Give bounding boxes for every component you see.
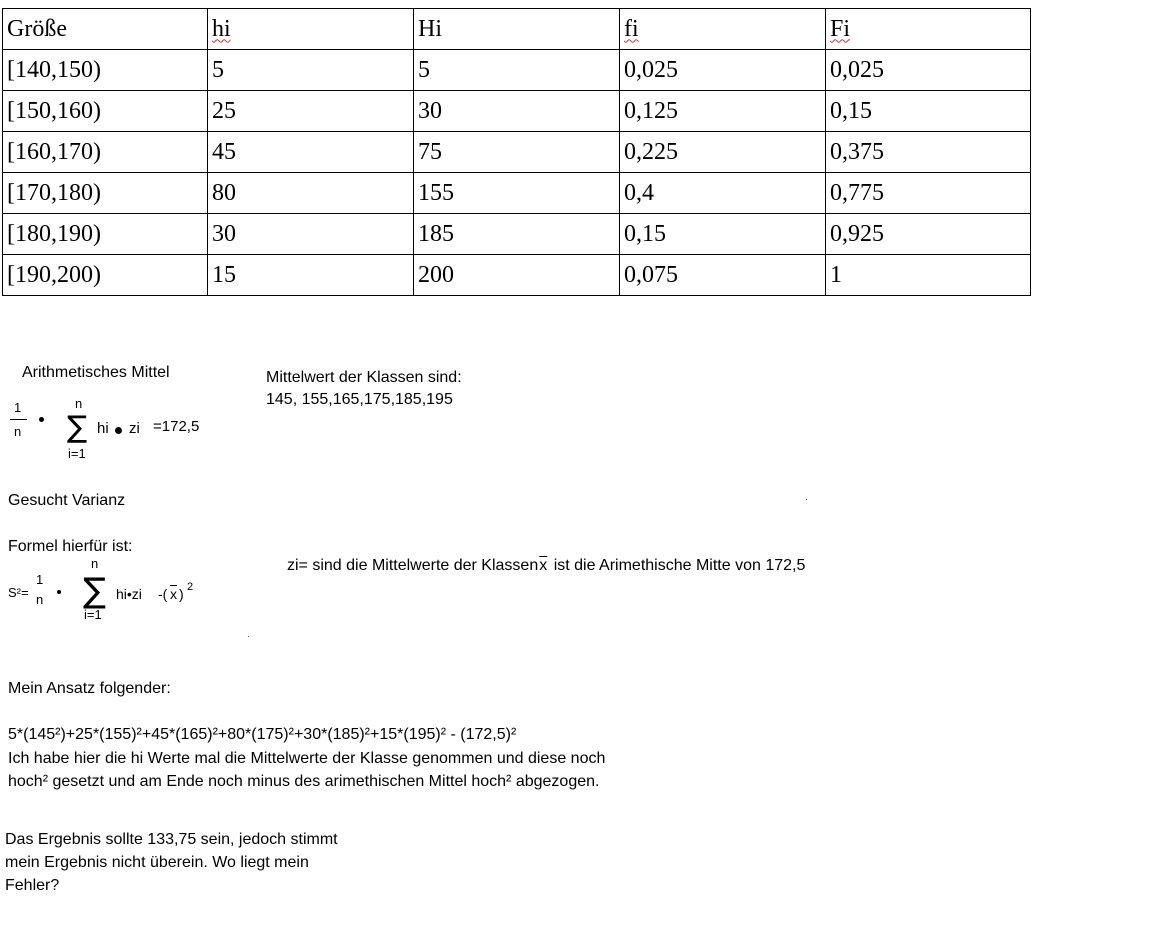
table-cell: 25: [208, 91, 414, 132]
multiply-dot: [115, 427, 122, 434]
table-header-row: [3, 9, 1031, 50]
table-cell: [180,190): [3, 214, 208, 255]
table-cell: 5: [414, 50, 620, 91]
mean-title: Arithmetisches Mittel: [22, 364, 170, 381]
table-cell: [170,180): [3, 173, 208, 214]
zi-note-part2: ist die Arimethische Mitte von 172,5: [553, 557, 806, 574]
table-row: [3, 214, 1031, 255]
mean-frac-bar: [10, 419, 27, 420]
table-cell: 5: [208, 50, 414, 91]
header-fi-text: fi: [624, 15, 639, 42]
table-cell: 0,15: [620, 214, 826, 255]
zi-note-part1: zi= sind die Mittelwerte der Klassen: [287, 557, 539, 574]
table-cell: 0,025: [826, 50, 1031, 91]
speck: [806, 499, 807, 500]
approach-explain-2: hoch² gesetzt und am Ende noch minus des arimethischen Mittel hoch² abgezogen.: [8, 773, 600, 790]
variance-xbar-letter: $\overline{x}$: [170, 586, 177, 602]
header-fi: [620, 9, 826, 50]
question-line-2: mein Ergebnis nicht überein. Wo liegt mein: [5, 854, 309, 871]
table-cell: 0,025: [620, 50, 826, 91]
variance-frac-numerator: 1: [36, 572, 44, 587]
table-cell: 0,075: [620, 255, 826, 296]
variance-minus-open: -(: [158, 586, 168, 602]
table-cell: 30: [208, 214, 414, 255]
multiply-dot: [57, 590, 61, 594]
table-cell: [190,200): [3, 255, 208, 296]
sigma-symbol: ∑: [83, 571, 106, 611]
header-Hi: Hi: [414, 9, 620, 50]
header-Fi: [826, 9, 1031, 50]
table-cell: 200: [414, 255, 620, 296]
table-cell: 1: [826, 255, 1031, 296]
table-cell: 0,125: [620, 91, 826, 132]
mean-result: =172,5: [153, 418, 200, 435]
table-row: [3, 50, 1031, 91]
table-cell: 185: [414, 214, 620, 255]
table-cell: 0,4: [620, 173, 826, 214]
table-cell: 0,15: [826, 91, 1031, 132]
table-row: [3, 173, 1031, 214]
variance-sum-upper: n: [91, 556, 99, 571]
table-cell: [160,170): [3, 132, 208, 173]
table-cell: 155: [414, 173, 620, 214]
mean-sum-upper: n: [75, 396, 83, 411]
mean-sum-lower: i=1: [68, 446, 86, 461]
table-cell: [140,150): [3, 50, 208, 91]
table-cell: 0,925: [826, 214, 1031, 255]
variance-frac-denominator: n: [36, 592, 44, 607]
variance-xbar: [170, 586, 177, 602]
table-cell: 15: [208, 255, 414, 296]
mean-frac-numerator: 1: [14, 400, 22, 415]
header-hi: [208, 9, 414, 50]
variance-term: hi•zi: [116, 586, 142, 602]
header-groesse: Größe: [3, 9, 208, 50]
table-cell: 80: [208, 173, 414, 214]
table-cell: 0,225: [620, 132, 826, 173]
table-cell: 0,375: [826, 132, 1031, 173]
class-means-label: Mittelwert der Klassen sind:: [266, 369, 462, 386]
speck: [248, 636, 249, 637]
variance-sum-lower: i=1: [84, 607, 102, 622]
variance-heading: Gesucht Varianz: [8, 492, 126, 509]
class-means-values: 145, 155,165,175,185,195: [266, 391, 453, 408]
zi-note: [287, 557, 805, 575]
multiply-dot: [39, 417, 44, 422]
approach-heading: Mein Ansatz folgender:: [8, 680, 171, 697]
table-cell: [150,160): [3, 91, 208, 132]
mean-frac-denominator: n: [14, 424, 22, 439]
zi-note-xbar: $\overline{x}$: [539, 557, 548, 574]
question-line-3: Fehler?: [5, 877, 60, 894]
frequency-table: [2, 8, 1031, 296]
mean-term-zi: zi: [129, 420, 140, 437]
header-hi-text: hi: [212, 15, 231, 42]
header-Fi-text: Fi: [830, 15, 851, 42]
approach-explain-1: Ich habe hier die hi Werte mal die Mittelwerte der Klasse genommen und diese noch: [8, 750, 606, 767]
table-cell: 75: [414, 132, 620, 173]
table-cell: 30: [414, 91, 620, 132]
table-row: [3, 91, 1031, 132]
variance-s2: S²=: [8, 585, 29, 600]
sigma-symbol: ∑: [67, 410, 88, 445]
table-row: [3, 132, 1031, 173]
variance-square: 2: [187, 581, 194, 593]
mean-term-hi: hi: [97, 420, 109, 437]
table-cell: 45: [208, 132, 414, 173]
table-row: [3, 255, 1031, 296]
formula-label: Formel hierfür ist:: [8, 538, 133, 555]
table-cell: 0,775: [826, 173, 1031, 214]
variance-close-paren: ): [179, 586, 184, 602]
question-line-1: Das Ergebnis sollte 133,75 sein, jedoch stimmt: [5, 831, 338, 848]
approach-formula: 5*(145²)+25*(155)²+45*(165)²+80*(175)²+30*(185)²+15*(195)² - (172,5)²: [8, 726, 517, 743]
